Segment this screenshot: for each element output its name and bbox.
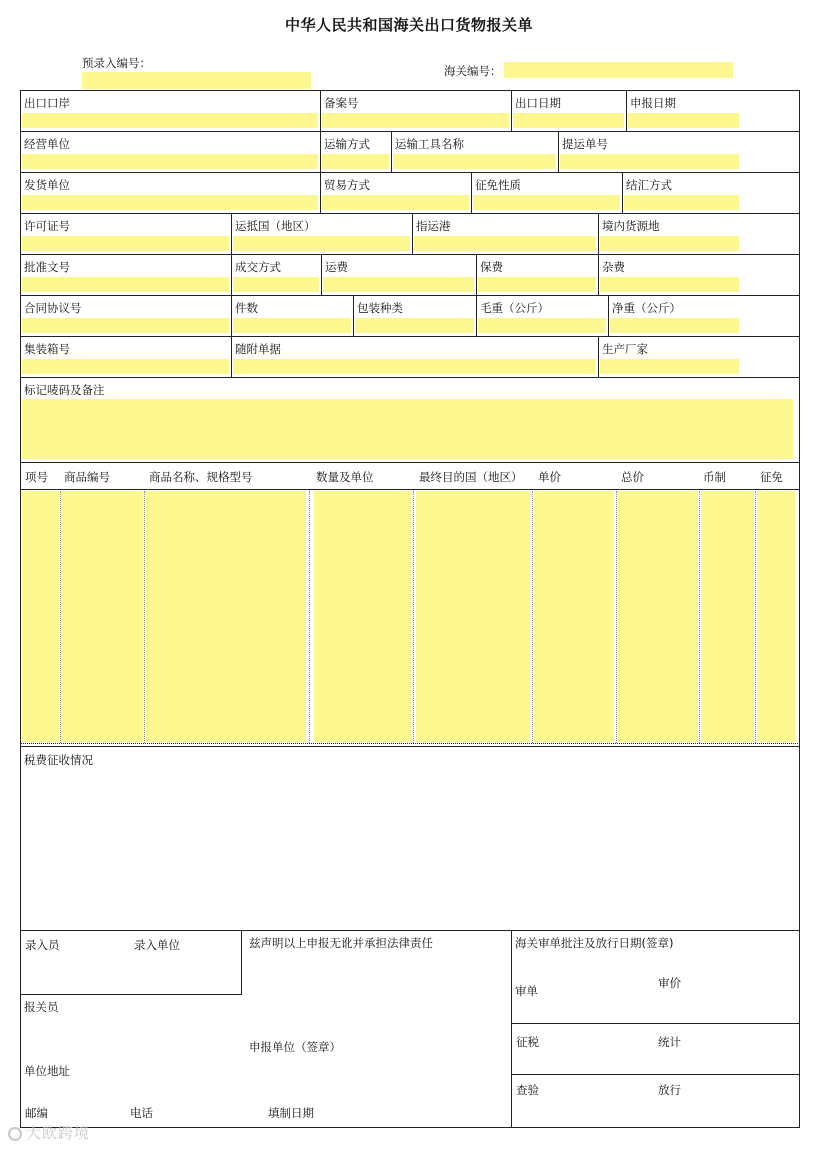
cell-divider [558,131,559,172]
manufacturer-field[interactable] [600,359,739,374]
deal-mode-label: 成交方式 [235,260,281,274]
freight-label: 运费 [325,260,348,274]
goods-col-quantity[interactable] [314,491,412,742]
cell-divider [476,254,477,295]
row-divider [20,462,800,463]
watermark-circle-icon [8,1127,22,1141]
consignor-label: 发货单位 [24,178,70,192]
gross-weight-label: 毛重（公斤） [480,301,549,315]
row-divider [20,930,800,931]
declare-unit-stamp-label: 申报单位（签章） [249,1040,341,1054]
goods-col-unit-price[interactable] [534,491,614,742]
misc-fee-label: 杂费 [602,260,625,274]
deal-mode-field[interactable] [233,277,319,292]
license-no-label: 许可证号 [24,219,70,233]
cell-divider [231,254,232,295]
destination-port-field[interactable] [414,236,596,251]
cell-divider [476,295,477,336]
destination-country-field[interactable] [233,236,410,251]
goods-col-total-price[interactable] [618,491,698,742]
approval-no-field[interactable] [22,277,229,292]
broker-label: 报关员 [24,1000,59,1014]
bill-of-lading-label: 提运单号 [562,137,608,151]
cell-divider [320,172,321,213]
trade-mode-field[interactable] [322,195,469,210]
row-divider [511,1023,800,1024]
package-type-field[interactable] [355,318,474,333]
cell-divider [626,90,627,131]
inspection-label: 查验 [516,1083,539,1097]
contract-no-label: 合同协议号 [24,301,82,315]
review-price-label: 审价 [658,976,681,990]
business-unit-label: 经营单位 [24,137,70,151]
conveyance-name-field[interactable] [393,154,556,169]
goods-col-item-no[interactable] [22,491,59,742]
goods-header-levy: 征免 [760,470,783,484]
marks-remarks-label: 标记唛码及备注 [24,383,105,397]
settlement-label: 结汇方式 [626,178,672,192]
declaration-text: 兹声明以上申报无讹并承担法律责任 [249,936,433,950]
export-date-field[interactable] [513,113,624,128]
approval-no-label: 批准文号 [24,260,70,274]
entry-unit-label: 录入单位 [134,938,180,952]
row-divider [20,377,800,378]
contract-no-field[interactable] [22,318,229,333]
export-port-field[interactable] [22,113,318,128]
row-divider [20,336,800,337]
row-divider [20,994,242,995]
row-divider [20,172,800,173]
goods-col-divider [532,491,533,743]
filing-no-field[interactable] [322,113,509,128]
export-date-label: 出口日期 [515,96,561,110]
goods-header-name-spec: 商品名称、规格型号 [149,470,253,484]
row-divider [511,1074,800,1075]
cell-divider [511,930,512,1128]
attached-docs-field[interactable] [233,359,596,374]
unit-address-label: 单位地址 [24,1064,70,1078]
business-unit-field[interactable] [22,154,318,169]
cell-divider [598,213,599,254]
cell-divider [320,131,321,172]
goods-col-divider [616,491,617,743]
goods-header-unit-price: 单价 [538,470,561,484]
trade-mode-label: 贸易方式 [324,178,370,192]
cell-divider [511,90,512,131]
goods-col-divider [699,491,700,743]
row-divider [20,295,800,296]
release-label: 放行 [658,1083,681,1097]
conveyance-name-label: 运输工具名称 [395,137,464,151]
review-doc-label: 审单 [515,984,538,998]
goods-col-divider [144,491,145,743]
goods-header-destination: 最终目的国（地区） [419,470,523,484]
phone-label: 电话 [130,1106,153,1120]
filing-no-label: 备案号 [324,96,359,110]
goods-header-quantity: 数量及单位 [316,470,374,484]
cell-divider [391,131,392,172]
goods-col-divider [755,491,756,743]
cell-divider [622,172,623,213]
gross-weight-field[interactable] [478,318,606,333]
customs-no-field[interactable] [504,62,733,78]
manufacturer-label: 生产厂家 [602,342,648,356]
marks-remarks-field[interactable] [22,399,793,459]
watermark-logo [8,1122,90,1143]
customs-approval-label: 海关审单批注及放行日期(签章) [515,936,674,950]
tax-collect-label: 征税 [516,1035,539,1049]
settlement-field[interactable] [624,195,739,210]
row-divider [20,489,800,490]
row-divider [20,213,800,214]
goods-col-divider [413,491,414,743]
consignor-field[interactable] [22,195,318,210]
goods-col-hs-code[interactable] [61,491,143,742]
row-divider [20,743,800,744]
net-weight-field[interactable] [610,318,739,333]
fill-date-label: 填制日期 [268,1106,314,1120]
row-divider [20,131,800,132]
cell-divider [412,213,413,254]
cell-divider [598,336,599,377]
cell-divider [608,295,609,336]
customs-no-label: 海关编号： [444,64,502,78]
container-no-field[interactable] [22,359,229,374]
container-no-label: 集装箱号 [24,342,70,356]
levy-nature-label: 征免性质 [475,178,521,192]
net-weight-label: 净重（公斤） [612,301,681,315]
goods-header-item-no: 项号 [25,470,48,484]
page-title: 中华人民共和国海关出口货物报关单 [284,16,533,34]
declare-date-label: 申报日期 [630,96,676,110]
insurance-label: 保费 [480,260,503,274]
cell-divider [598,254,599,295]
package-type-label: 包装种类 [357,301,403,315]
goods-col-divider [60,491,61,743]
license-no-field[interactable] [22,236,229,251]
freight-field[interactable] [323,277,474,292]
cell-divider [231,295,232,336]
levy-nature-field[interactable] [473,195,620,210]
cell-divider [321,254,322,295]
pre-entry-no-field[interactable] [82,72,311,89]
goods-col-divider [309,491,310,743]
cell-divider [231,336,232,377]
goods-col-levy[interactable] [757,491,795,742]
goods-header-total-price: 总价 [621,470,644,484]
cell-divider [320,90,321,131]
goods-header-hs-code: 商品编号 [64,470,110,484]
package-count-label: 件数 [235,301,258,315]
domestic-source-label: 境内货源地 [602,219,660,233]
goods-col-currency[interactable] [701,491,754,742]
cell-divider [471,172,472,213]
export-port-label: 出口口岸 [24,96,70,110]
transport-mode-label: 运输方式 [324,137,370,151]
insurance-field[interactable] [478,277,596,292]
tax-collection-label: 税费征收情况 [24,753,93,767]
declare-date-field[interactable] [628,113,739,128]
entry-clerk-label: 录入员 [25,938,60,952]
destination-country-label: 运抵国（地区） [235,219,316,233]
pre-entry-no-label: 预录入编号： [82,56,151,70]
misc-fee-field[interactable] [600,277,739,292]
goods-header-currency: 币制 [703,470,726,484]
cell-divider [241,930,242,994]
transport-mode-field[interactable] [322,154,389,169]
tax-collection-area[interactable] [22,770,792,920]
row-divider [20,254,800,255]
cell-divider [231,213,232,254]
statistics-label: 统计 [658,1035,681,1049]
bill-of-lading-field[interactable] [560,154,739,169]
goods-col-name-spec[interactable] [146,491,306,742]
watermark-text: 大欧跨境 [26,1124,91,1142]
row-divider [20,746,800,747]
package-count-field[interactable] [233,318,351,333]
goods-col-destination[interactable] [416,491,530,742]
destination-port-label: 指运港 [416,219,451,233]
postcode-label: 邮编 [25,1106,48,1120]
domestic-source-field[interactable] [600,236,739,251]
cell-divider [353,295,354,336]
attached-docs-label: 随附单据 [235,342,281,356]
